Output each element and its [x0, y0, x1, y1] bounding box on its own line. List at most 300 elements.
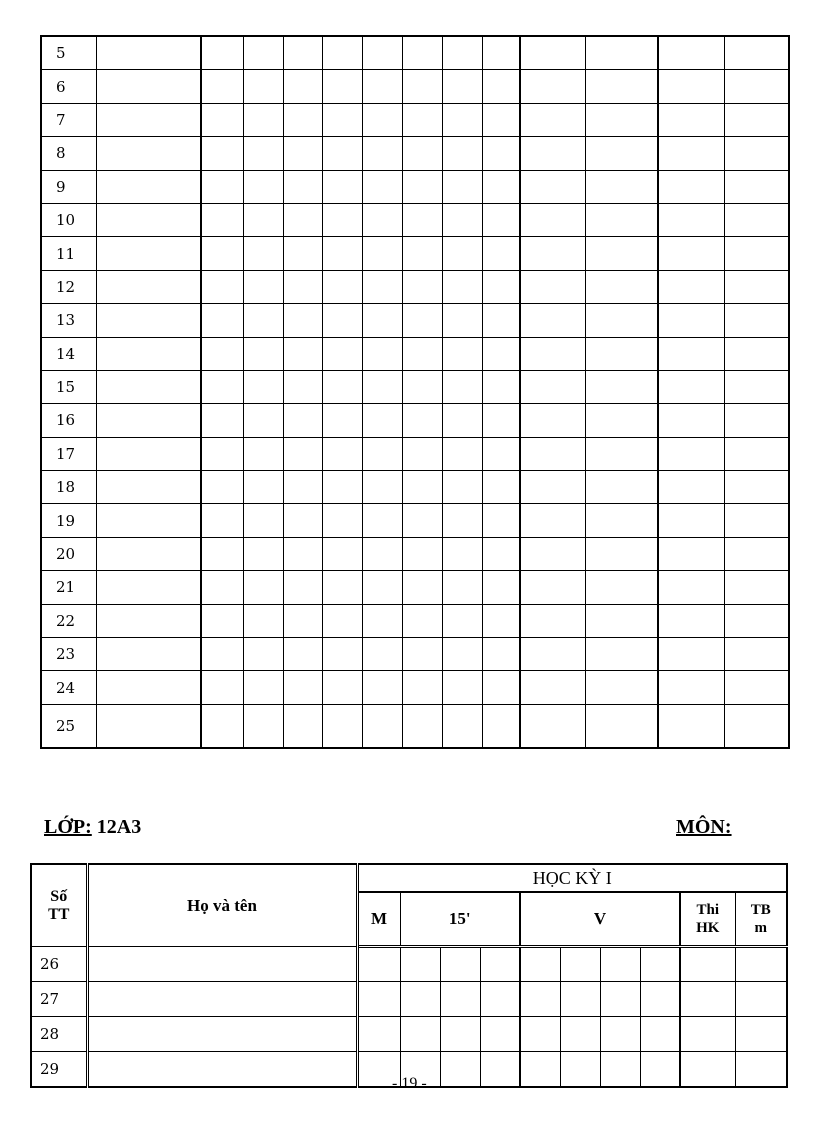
grade-cell	[243, 537, 283, 570]
grade-cell	[362, 103, 402, 136]
grade-cell	[283, 471, 322, 504]
grade-cell	[322, 170, 362, 203]
grade-cell	[201, 504, 243, 537]
grade-cell	[480, 1017, 520, 1052]
grade-cell	[585, 304, 658, 337]
grade-cell	[201, 537, 243, 570]
thi-header-line1: Thi	[696, 902, 719, 918]
grade-cell	[482, 337, 520, 370]
grade-cell	[243, 504, 283, 537]
grade-cell	[362, 137, 402, 170]
table-row	[41, 304, 789, 337]
table-row	[41, 337, 789, 370]
table-row	[41, 237, 789, 270]
grade-cell	[680, 1017, 735, 1052]
grade-cell	[201, 103, 243, 136]
grade-cell	[243, 638, 283, 671]
row-number: 21	[41, 571, 96, 604]
grade-cell	[442, 437, 482, 470]
grade-cell	[442, 704, 482, 748]
grade-cell	[402, 203, 442, 236]
grade-cell	[243, 170, 283, 203]
grade-cell	[283, 638, 322, 671]
grade-cell	[201, 437, 243, 470]
table-row	[31, 1017, 787, 1052]
grade-cell	[724, 671, 789, 704]
grade-cell	[482, 137, 520, 170]
grade-cell	[96, 203, 201, 236]
grade-cell	[201, 370, 243, 403]
grade-cell	[402, 604, 442, 637]
grade-cell	[402, 103, 442, 136]
grade-cell	[362, 36, 402, 70]
row-number: 10	[41, 203, 96, 236]
grade-cell	[362, 404, 402, 437]
grade-cell	[724, 337, 789, 370]
grade-cell	[585, 103, 658, 136]
grade-cell	[201, 671, 243, 704]
row-number: 19	[41, 504, 96, 537]
grade-cell	[520, 437, 585, 470]
grade-cell	[362, 471, 402, 504]
grade-cell	[520, 103, 585, 136]
grade-cell	[724, 304, 789, 337]
grade-cell	[482, 471, 520, 504]
table-row	[41, 638, 789, 671]
grade-cell	[442, 337, 482, 370]
grade-cell	[243, 70, 283, 103]
grade-cell	[402, 137, 442, 170]
grade-cell	[96, 471, 201, 504]
grade-cell	[658, 370, 724, 403]
grade-cell	[400, 947, 440, 982]
grade-cell	[482, 404, 520, 437]
grade-cell	[658, 604, 724, 637]
grade-cell	[442, 203, 482, 236]
table-row	[41, 671, 789, 704]
grade-cell	[585, 404, 658, 437]
grade-cell	[322, 337, 362, 370]
grade-cell	[96, 704, 201, 748]
grade-cell	[322, 604, 362, 637]
grade-cell	[680, 982, 735, 1017]
grade-cell	[482, 170, 520, 203]
grade-cell	[322, 70, 362, 103]
grade-cell	[357, 947, 400, 982]
grade-table-top	[40, 35, 790, 749]
row-number: 18	[41, 471, 96, 504]
table-row	[41, 504, 789, 537]
grade-cell	[724, 704, 789, 748]
grade-cell	[322, 537, 362, 570]
grade-cell	[283, 36, 322, 70]
row-number: 22	[41, 604, 96, 637]
table-row	[41, 203, 789, 236]
grade-cell	[658, 571, 724, 604]
grade-cell	[658, 237, 724, 270]
grade-cell	[362, 704, 402, 748]
grade-cell	[402, 504, 442, 537]
grade-cell	[482, 571, 520, 604]
grade-cell	[724, 103, 789, 136]
grade-cell	[482, 370, 520, 403]
grade-cell	[442, 537, 482, 570]
grade-cell	[560, 982, 600, 1017]
grade-cell	[400, 982, 440, 1017]
grade-cell	[658, 137, 724, 170]
grade-cell	[362, 571, 402, 604]
row-number: 29	[31, 1052, 87, 1088]
grade-cell	[724, 203, 789, 236]
student-name-cell	[87, 982, 357, 1017]
grade-cell	[243, 36, 283, 70]
grade-cell	[520, 1017, 560, 1052]
grade-cell	[440, 947, 480, 982]
grade-cell	[362, 270, 402, 303]
grade-cell	[735, 1052, 787, 1088]
grade-cell	[402, 370, 442, 403]
grade-cell	[96, 237, 201, 270]
row-number: 8	[41, 137, 96, 170]
grade-cell	[585, 504, 658, 537]
grade-cell	[585, 537, 658, 570]
thi-header-line2: HK	[696, 920, 720, 936]
grade-cell	[482, 103, 520, 136]
grade-cell	[283, 337, 322, 370]
grade-cell	[96, 103, 201, 136]
grade-cell	[735, 1017, 787, 1052]
grade-cell	[442, 571, 482, 604]
table-row	[41, 137, 789, 170]
grade-cell	[658, 304, 724, 337]
v-header: V	[520, 892, 680, 947]
grade-cell	[96, 370, 201, 403]
table-row	[41, 103, 789, 136]
stt-header	[31, 864, 87, 947]
grade-cell	[442, 137, 482, 170]
row-number: 25	[41, 704, 96, 748]
student-name-cell	[87, 1052, 357, 1088]
grade-cell	[442, 304, 482, 337]
grade-cell	[520, 304, 585, 337]
grade-cell	[283, 671, 322, 704]
grade-cell	[440, 1052, 480, 1088]
fifteen-header: 15'	[400, 892, 520, 947]
grade-cell	[440, 1017, 480, 1052]
grade-cell	[283, 237, 322, 270]
grade-cell	[658, 103, 724, 136]
grade-cell	[96, 36, 201, 70]
grade-cell	[520, 604, 585, 637]
subject-label: MÔN:	[676, 816, 732, 838]
grade-cell	[520, 471, 585, 504]
grade-cell	[243, 337, 283, 370]
row-number: 12	[41, 270, 96, 303]
grade-cell	[724, 604, 789, 637]
row-number: 11	[41, 237, 96, 270]
grade-cell	[560, 1017, 600, 1052]
grade-cell	[600, 1017, 640, 1052]
grade-cell	[724, 137, 789, 170]
grade-cell	[96, 70, 201, 103]
row-number: 24	[41, 671, 96, 704]
grade-cell	[283, 70, 322, 103]
grade-cell	[243, 471, 283, 504]
grade-cell	[482, 604, 520, 637]
row-number: 5	[41, 36, 96, 70]
grade-cell	[322, 36, 362, 70]
grade-cell	[201, 304, 243, 337]
grade-cell	[724, 471, 789, 504]
grade-cell	[658, 638, 724, 671]
grade-cell	[322, 270, 362, 303]
grade-cell	[520, 504, 585, 537]
table-row	[41, 704, 789, 748]
row-number: 20	[41, 537, 96, 570]
grade-cell	[362, 671, 402, 704]
grade-cell	[585, 237, 658, 270]
grade-cell	[585, 471, 658, 504]
row-number: 15	[41, 370, 96, 403]
page-number: - 19 -	[392, 1075, 427, 1092]
grade-cell	[402, 704, 442, 748]
grade-cell	[243, 437, 283, 470]
grade-cell	[362, 638, 402, 671]
grade-cell	[362, 537, 402, 570]
grade-cell	[724, 237, 789, 270]
grade-cell	[322, 137, 362, 170]
grade-cell	[600, 1052, 640, 1088]
grade-cell	[520, 70, 585, 103]
row-number: 23	[41, 638, 96, 671]
grade-cell	[482, 70, 520, 103]
grade-cell	[520, 370, 585, 403]
grade-cell	[585, 571, 658, 604]
student-name-cell	[87, 947, 357, 982]
grade-cell	[658, 437, 724, 470]
grade-cell	[442, 638, 482, 671]
grade-cell	[442, 471, 482, 504]
grade-cell	[362, 604, 402, 637]
grade-cell	[96, 270, 201, 303]
thi-hk-header	[680, 892, 735, 947]
grade-cell	[480, 947, 520, 982]
grade-cell	[440, 982, 480, 1017]
grade-cell	[658, 170, 724, 203]
grade-cell	[560, 947, 600, 982]
grade-cell	[680, 947, 735, 982]
grade-cell	[585, 337, 658, 370]
grade-cell	[283, 203, 322, 236]
grade-cell	[283, 137, 322, 170]
grade-cell	[482, 704, 520, 748]
grade-cell	[362, 370, 402, 403]
grade-cell	[96, 671, 201, 704]
grade-cell	[724, 571, 789, 604]
row-number: 13	[41, 304, 96, 337]
grade-cell	[322, 370, 362, 403]
grade-cell	[322, 471, 362, 504]
grade-cell	[96, 137, 201, 170]
grade-cell	[201, 471, 243, 504]
grade-cell	[724, 504, 789, 537]
grade-cell	[658, 504, 724, 537]
grade-cell	[357, 982, 400, 1017]
grade-cell	[201, 137, 243, 170]
grade-cell	[322, 571, 362, 604]
grade-cell	[482, 203, 520, 236]
grade-cell	[585, 604, 658, 637]
grade-cell	[201, 203, 243, 236]
grade-cell	[658, 70, 724, 103]
class-label: LỚP:	[44, 816, 92, 838]
grade-cell	[96, 437, 201, 470]
grade-cell	[520, 671, 585, 704]
grade-cell	[520, 170, 585, 203]
grade-cell	[520, 337, 585, 370]
table-row	[41, 370, 789, 403]
grade-cell	[658, 471, 724, 504]
grade-cell	[402, 638, 442, 671]
grade-cell	[201, 704, 243, 748]
grade-cell	[96, 337, 201, 370]
grade-cell	[520, 571, 585, 604]
grade-cell	[640, 982, 680, 1017]
grade-cell	[735, 982, 787, 1017]
grade-cell	[402, 537, 442, 570]
grade-cell	[201, 638, 243, 671]
grade-cell	[400, 1017, 440, 1052]
row-number: 28	[31, 1017, 87, 1052]
grade-cell	[201, 170, 243, 203]
grade-cell	[201, 237, 243, 270]
table-row	[41, 604, 789, 637]
table-row	[41, 537, 789, 570]
grade-cell	[243, 304, 283, 337]
grade-cell	[402, 70, 442, 103]
grade-cell	[585, 137, 658, 170]
grade-cell	[322, 671, 362, 704]
grade-cell	[201, 571, 243, 604]
grade-cell	[283, 270, 322, 303]
grade-cell	[520, 537, 585, 570]
grade-cell	[283, 571, 322, 604]
table-row	[41, 404, 789, 437]
grade-cell	[243, 203, 283, 236]
grade-cell	[658, 671, 724, 704]
subject-heading	[676, 816, 732, 839]
grade-cell	[442, 170, 482, 203]
table-row	[31, 947, 787, 982]
grade-cell	[322, 404, 362, 437]
grade-cell	[96, 504, 201, 537]
table-row	[41, 36, 789, 70]
grade-cell	[442, 36, 482, 70]
class-value: 12A3	[96, 816, 142, 838]
name-header: Họ và tên	[87, 864, 357, 947]
grade-cell	[520, 638, 585, 671]
grade-cell	[243, 237, 283, 270]
grade-cell	[283, 404, 322, 437]
grade-cell	[96, 304, 201, 337]
grade-cell	[724, 638, 789, 671]
grade-cell	[640, 1017, 680, 1052]
grade-cell	[402, 337, 442, 370]
grade-cell	[362, 337, 402, 370]
grade-cell	[658, 270, 724, 303]
grade-cell	[640, 947, 680, 982]
grade-cell	[243, 137, 283, 170]
grade-cell	[402, 437, 442, 470]
grade-cell	[243, 103, 283, 136]
grade-cell	[585, 370, 658, 403]
grade-cell	[724, 70, 789, 103]
grade-cell	[482, 304, 520, 337]
grade-cell	[585, 203, 658, 236]
grade-cell	[442, 270, 482, 303]
grade-cell	[442, 70, 482, 103]
grade-cell	[520, 270, 585, 303]
grade-cell	[442, 404, 482, 437]
grade-cell	[201, 404, 243, 437]
grade-cell	[442, 237, 482, 270]
grade-cell	[322, 304, 362, 337]
grade-cell	[402, 270, 442, 303]
grade-cell	[96, 537, 201, 570]
grade-cell	[724, 270, 789, 303]
row-number: 26	[31, 947, 87, 982]
tb-header-line2: m	[754, 920, 768, 936]
grade-cell	[680, 1052, 735, 1088]
grade-cell	[283, 170, 322, 203]
grade-cell	[724, 404, 789, 437]
table-row	[41, 471, 789, 504]
grade-cell	[658, 704, 724, 748]
grade-cell	[585, 638, 658, 671]
grade-cell	[402, 404, 442, 437]
grade-cell	[640, 1052, 680, 1088]
grade-cell	[322, 237, 362, 270]
row-number: 27	[31, 982, 87, 1017]
grade-cell	[520, 36, 585, 70]
grade-cell	[362, 437, 402, 470]
grade-cell	[442, 370, 482, 403]
grade-cell	[724, 370, 789, 403]
grade-table-bottom	[30, 863, 788, 1088]
grade-cell	[520, 1052, 560, 1088]
grade-cell	[560, 1052, 600, 1088]
class-heading	[44, 816, 141, 839]
grade-cell	[735, 947, 787, 982]
tb-m-header	[735, 892, 787, 947]
grade-cell	[322, 103, 362, 136]
grade-cell	[96, 571, 201, 604]
grade-cell	[585, 70, 658, 103]
grade-cell	[243, 370, 283, 403]
grade-cell	[402, 571, 442, 604]
grade-cell	[520, 982, 560, 1017]
table-row	[41, 270, 789, 303]
grade-cell	[96, 404, 201, 437]
grade-cell	[658, 404, 724, 437]
grade-cell	[585, 270, 658, 303]
grade-cell	[600, 947, 640, 982]
grade-cell	[322, 437, 362, 470]
grade-cell	[520, 404, 585, 437]
grade-cell	[520, 203, 585, 236]
tb-header-line1: TB	[750, 902, 771, 918]
grade-cell	[243, 404, 283, 437]
